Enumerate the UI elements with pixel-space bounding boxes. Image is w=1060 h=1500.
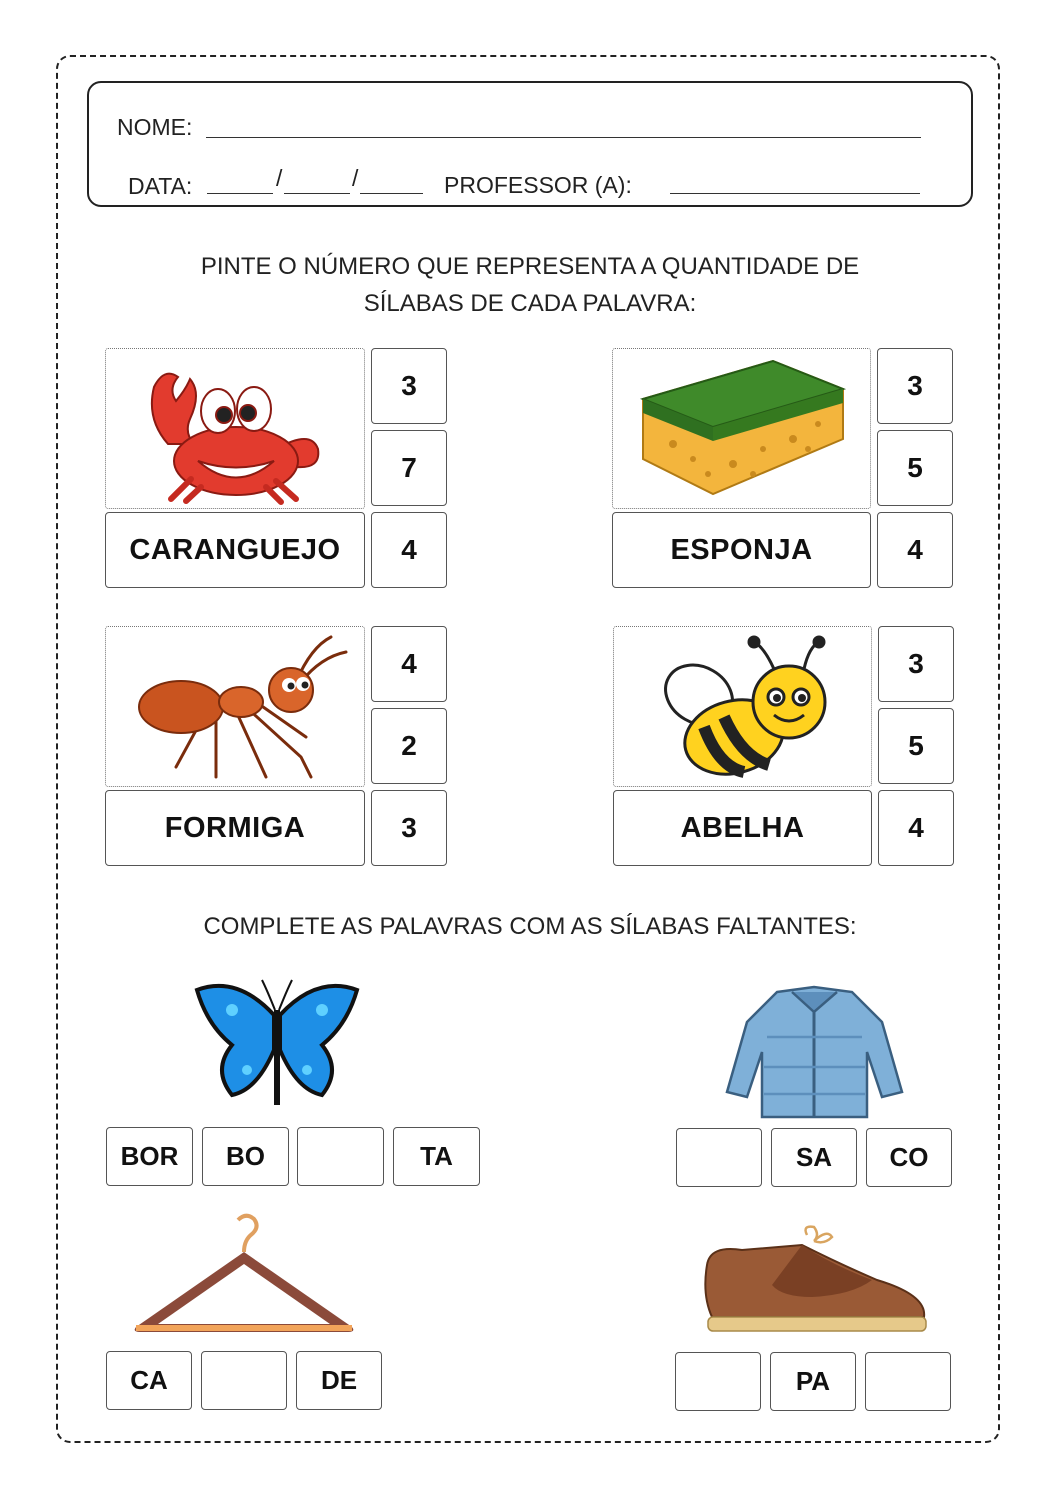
number-option[interactable]: 5: [878, 708, 954, 784]
syllable-box: DE: [296, 1351, 382, 1410]
syllable-box: CA: [106, 1351, 192, 1410]
date-separator: /: [352, 165, 359, 191]
syllable-box: BOR: [106, 1127, 193, 1186]
number-option[interactable]: 5: [877, 430, 953, 506]
jacket-image: [722, 982, 907, 1122]
hanger-image: [128, 1212, 360, 1337]
number-option[interactable]: 4: [878, 790, 954, 866]
date-label: DATA:: [128, 173, 193, 199]
syllable-box: SA: [771, 1128, 857, 1187]
number-option[interactable]: 4: [371, 512, 447, 588]
ant-image: [106, 627, 366, 788]
date-separator: /: [276, 165, 283, 191]
name-label: NOME:: [117, 114, 193, 140]
date-day-field[interactable]: [207, 193, 273, 194]
syllable-box: TA: [393, 1127, 480, 1186]
syllable-box: CO: [866, 1128, 952, 1187]
number-option[interactable]: 3: [371, 790, 447, 866]
syllable-blank-input[interactable]: [865, 1352, 951, 1411]
date-month-field[interactable]: [284, 193, 350, 194]
word-label-formiga: FORMIGA: [105, 790, 365, 866]
sponge-image: [613, 349, 872, 510]
syllable-box: PA: [770, 1352, 856, 1411]
butterfly-image: [192, 975, 362, 1120]
number-option[interactable]: 3: [878, 626, 954, 702]
number-option[interactable]: 7: [371, 430, 447, 506]
shoe-image: [702, 1225, 930, 1337]
picture-frame: [613, 626, 872, 787]
picture-frame: [105, 626, 365, 787]
number-option[interactable]: 3: [371, 348, 447, 424]
number-option[interactable]: 4: [371, 626, 447, 702]
syllable-blank-input[interactable]: [297, 1127, 384, 1186]
number-option[interactable]: 4: [877, 512, 953, 588]
syllable-blank-input[interactable]: [675, 1352, 761, 1411]
picture-frame: [105, 348, 365, 509]
syllable-blank-input[interactable]: [201, 1351, 287, 1410]
bee-image: [614, 627, 873, 788]
date-year-field[interactable]: [360, 193, 423, 194]
word-label-esponja: ESPONJA: [612, 512, 871, 588]
number-option[interactable]: 3: [877, 348, 953, 424]
name-field[interactable]: [206, 137, 921, 138]
section2-instruction: COMPLETE AS PALAVRAS COM AS SÍLABAS FALTANTES:: [203, 913, 857, 940]
crab-image: [106, 349, 366, 510]
picture-frame: [612, 348, 871, 509]
syllable-box: BO: [202, 1127, 289, 1186]
number-option[interactable]: 2: [371, 708, 447, 784]
word-label-abelha: ABELHA: [613, 790, 872, 866]
syllable-blank-input[interactable]: [676, 1128, 762, 1187]
teacher-label: PROFESSOR (A):: [444, 172, 632, 198]
teacher-field[interactable]: [670, 193, 920, 194]
word-label-caranguejo: CARANGUEJO: [105, 512, 365, 588]
section1-instruction: PINTE O NÚMERO QUE REPRESENTA A QUANTIDADE DE SÍLABAS DE CADA PALAVRA:: [200, 253, 860, 317]
